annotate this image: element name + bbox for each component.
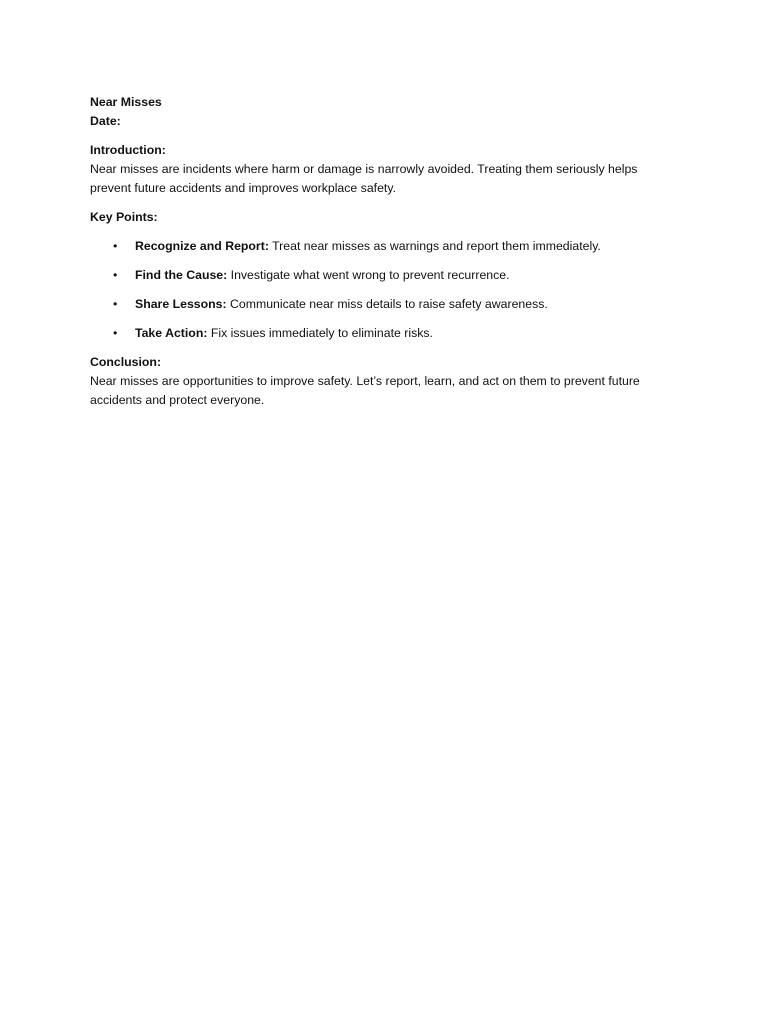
list-item <box>90 266 678 285</box>
point-label: Share Lessons: <box>135 297 227 311</box>
document-title: Near Misses <box>90 95 162 109</box>
point-text: Communicate near miss details to raise safety awareness. <box>226 297 548 311</box>
conclusion-heading: Conclusion: <box>90 355 162 369</box>
point-text: Investigate what went wrong to prevent recurrence. <box>227 268 510 282</box>
list-item <box>90 237 678 256</box>
date-label: Date: <box>90 114 121 128</box>
bullet-icon: • <box>113 326 118 340</box>
bullet-icon: • <box>113 268 118 282</box>
list-item <box>90 295 678 314</box>
introduction-heading: Introduction: <box>90 143 166 157</box>
key-points-list <box>90 237 678 343</box>
list-item <box>90 324 678 343</box>
point-label: Recognize and Report: <box>135 239 269 253</box>
conclusion-text: Near misses are opportunities to improve safety. Let’s report, learn, and act on them to prevent future accidents and protect everyone. <box>90 374 640 407</box>
bullet-icon: • <box>113 297 118 311</box>
key-points-heading: Key Points: <box>90 210 158 224</box>
point-text: Fix issues immediately to eliminate risks. <box>207 326 433 340</box>
bullet-icon: • <box>113 239 118 253</box>
point-text: Treat near misses as warnings and report them immediately. <box>268 239 601 253</box>
point-label: Find the Cause: <box>135 268 228 282</box>
point-label: Take Action: <box>135 326 208 340</box>
introduction-text: Near misses are incidents where harm or damage is narrowly avoided. Treating them seriously helps prevent future accidents and improves workplace safety. <box>90 162 638 195</box>
